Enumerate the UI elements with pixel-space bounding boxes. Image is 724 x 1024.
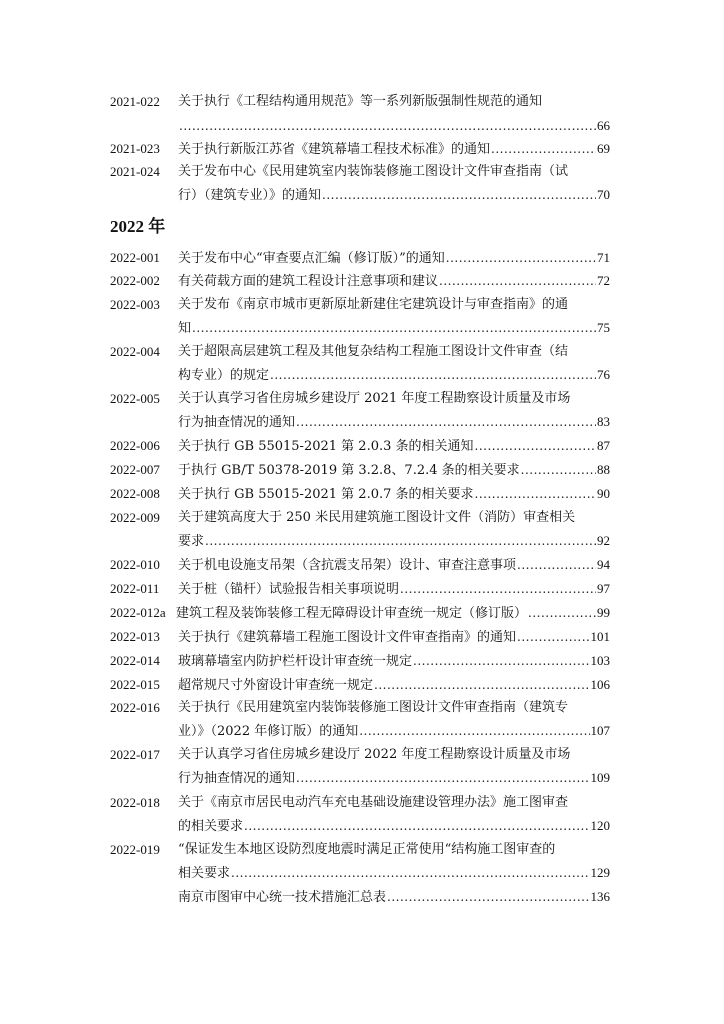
- entry-title-line: 关于执行新版江苏省《建筑幕墙工程技术标准》的通知: [178, 142, 491, 157]
- entry-title-line: 关于发布《南京市城市更新原址新建住宅建筑设计与审查指南》的通: [178, 297, 569, 312]
- entry-title-line: 相关要求: [178, 866, 231, 881]
- entry-title-line: 于执行 GB/T 50378-2019 第 3.2.8、7.2.4 条的相关要求: [178, 463, 520, 478]
- dot-leader: [528, 603, 596, 623]
- entry-page-number: 90: [597, 486, 610, 501]
- entry-title-line: 玻璃幕墙室内防护栏杆设计审查统一规定: [178, 654, 413, 669]
- entry-page-number: 107: [590, 723, 610, 738]
- entry-code: 2022-011: [110, 581, 160, 596]
- entry-title-line: 关于认真学习省住房城乡建设厅 2021 年度工程勘察设计质量及市场: [178, 391, 571, 406]
- entry-leader-line: [178, 484, 610, 504]
- entry-leader-line: [178, 531, 610, 551]
- entry-leader-line: [178, 721, 610, 741]
- entry-code: 2022-013: [110, 629, 160, 644]
- entry-code: 2021-024: [110, 164, 160, 179]
- entry-leader-line: [178, 365, 610, 385]
- entry-page-number: 76: [597, 367, 610, 382]
- entry-leader-line: [178, 185, 610, 205]
- entry-code: 2022-007: [110, 462, 160, 477]
- entry-code: 2022-017: [110, 747, 160, 762]
- entry-leader-line: [178, 248, 610, 268]
- entry-title-line: 关于发布中心“审查要点汇编（修订版）”的通知: [178, 251, 445, 266]
- dot-leader: [359, 721, 589, 741]
- entry-page-number: 88: [597, 462, 610, 477]
- entry-code: 2022-008: [110, 486, 160, 501]
- entry-leader-line: [178, 675, 610, 695]
- dot-leader: [475, 436, 596, 456]
- entry-leader-line: [178, 412, 610, 432]
- entry-page-number: 69: [597, 141, 610, 156]
- entry-title-line: 知: [178, 321, 192, 336]
- entry-page-number: 103: [590, 653, 610, 668]
- entry-page-number: 66: [597, 118, 610, 133]
- dot-leader: [179, 116, 596, 136]
- entry-title-line: 关于执行《工程结构通用规范》等一系列新版强制性规范的通知: [178, 94, 543, 109]
- entry-code: 2022-015: [110, 677, 160, 692]
- entry-page-number: 94: [597, 557, 610, 572]
- entry-page-number: 120: [590, 818, 610, 833]
- entry-title-line: 要求: [178, 534, 205, 549]
- entry-title-line: “保证发生本地区设防烈度地震时满足正常使用“结构施工图审查的: [178, 842, 556, 857]
- entry-title-line: 建筑工程及装饰装修工程无障碍设计审查统一规定（修订版）: [176, 606, 528, 621]
- dot-leader: [446, 248, 596, 268]
- entry-code: 2022-010: [110, 557, 160, 572]
- dot-leader: [270, 365, 596, 385]
- entry-page-number: 72: [597, 273, 610, 288]
- entry-title-line: 关于桩（锚杆）试验报告相关事项说明: [178, 582, 400, 597]
- entry-leader-line: [178, 436, 610, 456]
- entry-title-line: 关于发布中心《民用建筑室内装饰装修施工图设计文件审查指南（试: [178, 164, 569, 179]
- entry-title-line: 超常规尺寸外窗设计审查统一规定: [178, 678, 374, 693]
- entry-page-number: 97: [597, 581, 610, 596]
- entry-page-number: 71: [597, 250, 610, 265]
- dot-leader: [517, 555, 596, 575]
- entry-code: 2022-012a: [110, 605, 166, 620]
- entry-title-line: 业）》（2022 年修订版）的通知: [178, 724, 359, 739]
- year-heading: 2022 年: [110, 217, 166, 236]
- entry-code: 2022-014: [110, 653, 160, 668]
- entry-page-number: 109: [590, 770, 610, 785]
- entry-leader-line: [178, 460, 610, 480]
- entry-page-number: 87: [597, 438, 610, 453]
- entry-title-line: 关于超限高层建筑工程及其他复杂结构工程施工图设计文件审查（结: [178, 344, 569, 359]
- entry-page-number: 106: [590, 677, 610, 692]
- entry-leader-line: [178, 816, 610, 836]
- entry-page-number: 92: [597, 533, 610, 548]
- entry-title-line: 构专业）的规定: [178, 368, 270, 383]
- entry-code: 2022-002: [110, 273, 160, 288]
- entry-leader-line: [178, 318, 610, 338]
- entry-title-line: 有关荷载方面的建筑工程设计注意事项和建议: [178, 274, 439, 289]
- dot-leader: [517, 627, 589, 647]
- entry-title-line: 关于执行 GB 55015-2021 第 2.0.3 条的相关通知: [178, 439, 474, 454]
- entry-leader-line: [178, 887, 610, 907]
- entry-code: 2022-001: [110, 250, 160, 265]
- dot-leader: [491, 139, 596, 159]
- dot-leader: [521, 460, 596, 480]
- entry-title-line: 关于建筑高度大于 250 米民用建筑施工图设计文件（消防）审查相关: [178, 510, 576, 525]
- entry-code: 2021-022: [110, 94, 160, 109]
- entry-leader-line: [176, 603, 610, 623]
- dot-leader: [374, 675, 589, 695]
- entry-leader-line: [178, 271, 610, 291]
- entry-code: 2022-009: [110, 510, 160, 525]
- entry-title-line: 行）（建筑专业）》的通知: [178, 188, 322, 203]
- entry-title-line: 关于执行 GB 55015-2021 第 2.0.7 条的相关要求: [178, 487, 474, 502]
- entry-leader-line: [178, 768, 610, 788]
- entry-page-number: 99: [597, 605, 610, 620]
- entry-page-number: 75: [597, 320, 610, 335]
- entry-code: 2022-019: [110, 842, 160, 857]
- entry-leader-line: [178, 651, 610, 671]
- entry-title-line: 关于《南京市居民电动汽车充电基础设施建设管理办法》施工图审查: [178, 795, 569, 810]
- dot-leader: [400, 579, 596, 599]
- entry-page-number: 83: [597, 414, 610, 429]
- entry-title-line: 关于执行《建筑幕墙工程施工图设计文件审查指南》的通知: [178, 630, 517, 645]
- dot-leader: [387, 887, 589, 907]
- entry-code: 2022-018: [110, 795, 160, 810]
- entry-leader-line: [178, 116, 610, 136]
- entry-title-line: 关于机电设施支吊架（含抗震支吊架）设计、审查注意事项: [178, 558, 517, 573]
- dot-leader: [296, 768, 589, 788]
- entry-code: 2022-005: [110, 391, 160, 406]
- entry-page-number: 101: [590, 629, 610, 644]
- dot-leader: [413, 651, 589, 671]
- entry-page-number: 70: [597, 187, 610, 202]
- entry-code: 2022-006: [110, 438, 160, 453]
- dot-leader: [205, 531, 596, 551]
- entry-leader-line: [178, 555, 610, 575]
- dot-leader: [244, 816, 589, 836]
- entry-code: 2022-004: [110, 344, 160, 359]
- entry-code: 2022-003: [110, 297, 160, 312]
- entry-title-line: 关于认真学习省住房城乡建设厅 2022 年度工程勘察设计质量及市场: [178, 747, 571, 762]
- entry-title-line: 行为抽查情况的通知: [178, 415, 296, 430]
- entry-title-line: 行为抽查情况的通知: [178, 771, 296, 786]
- entry-page-number: 129: [590, 865, 610, 880]
- entry-title-line: 的相关要求: [178, 819, 244, 834]
- dot-leader: [439, 271, 596, 291]
- dot-leader: [322, 185, 596, 205]
- entry-code: 2022-016: [110, 700, 160, 715]
- entry-title-line: 关于执行《民用建筑室内装饰装修施工图设计文件审查指南（建筑专: [178, 700, 569, 715]
- dot-leader: [296, 412, 596, 432]
- entry-leader-line: [178, 579, 610, 599]
- dot-leader: [475, 484, 596, 504]
- entry-page-number: 136: [590, 889, 610, 904]
- entry-leader-line: [178, 139, 610, 159]
- dot-leader: [231, 863, 589, 883]
- entry-title-line: 南京市图审中心统一技术措施汇总表: [178, 890, 387, 905]
- entry-leader-line: [178, 627, 610, 647]
- entry-code: 2021-023: [110, 141, 160, 156]
- dot-leader: [192, 318, 596, 338]
- entry-leader-line: [178, 863, 610, 883]
